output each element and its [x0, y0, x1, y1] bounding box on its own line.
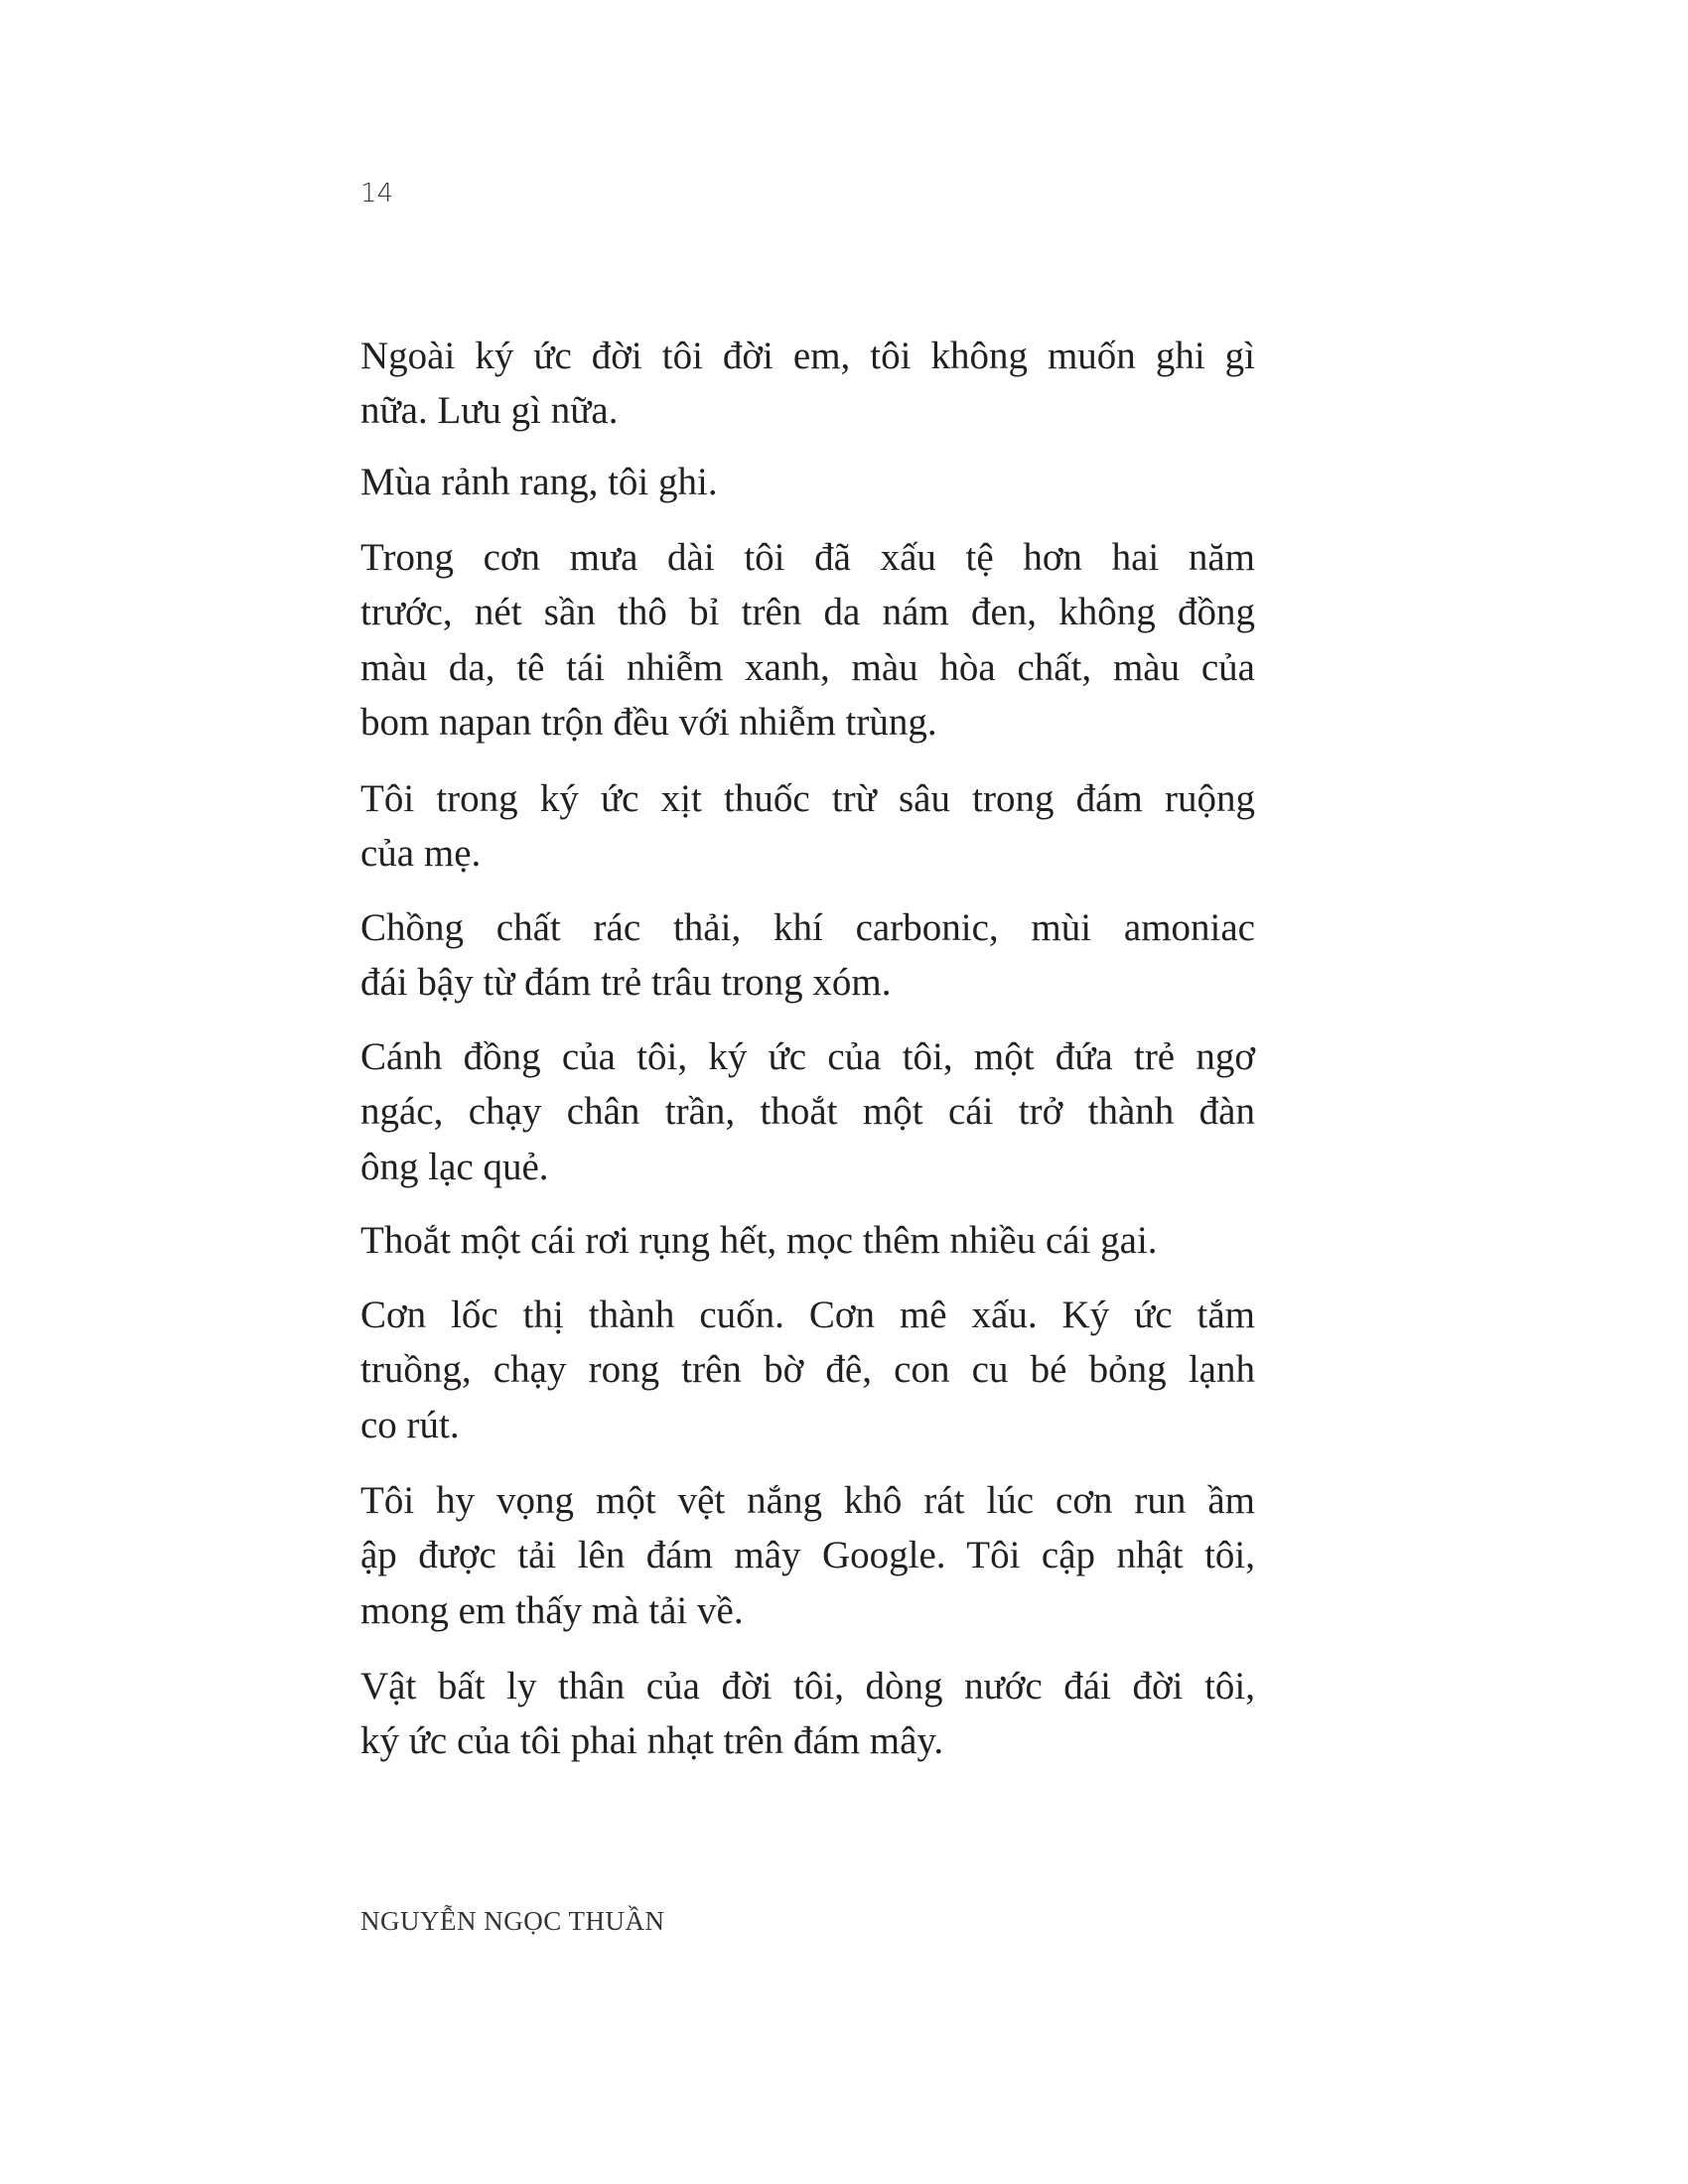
text-line: Thoắt một cái rơi rụng hết, mọc thêm nhiều cái gai. [360, 1219, 1158, 1262]
text-line: mong em thấy mà tải về. [360, 1588, 744, 1632]
paragraph [360, 329, 1255, 439]
paragraph [360, 455, 1255, 509]
text-line: co rút. [360, 1403, 460, 1446]
paragraph [360, 771, 1255, 882]
text-line: Cánh đồng của tôi, ký ức của tôi, một đứa trẻ ngơ [360, 1035, 1255, 1078]
paragraph [360, 530, 1255, 751]
text-line: Vật bất ly thân của đời tôi, dòng nước đái đời tôi, [360, 1665, 1255, 1707]
paragraph [360, 1029, 1255, 1194]
paragraph [360, 1473, 1255, 1638]
text-line: Trong cơn mưa dài tôi đã xấu tệ hơn hai năm [360, 536, 1255, 579]
text-line: Chồng chất rác thải, khí carbonic, mùi amoniac [360, 906, 1255, 949]
paragraph [360, 1213, 1255, 1268]
paragraph [360, 1288, 1255, 1452]
author-footer: NGUYỄN NGỌC THUẦN [360, 1906, 665, 1936]
text-line: ngác, chạy chân trần, thoắt một cái trở thành đàn [360, 1090, 1255, 1134]
text-line: ập được tải lên đám mây Google. Tôi cập nhật tôi, [360, 1534, 1255, 1577]
paragraph [360, 1659, 1255, 1769]
text-line: đái bậy từ đám trẻ trâu trong xóm. [360, 961, 892, 1005]
text-line: bom napan trộn đều với nhiễm trùng. [360, 701, 937, 745]
text-line: ông lạc quẻ. [360, 1145, 549, 1188]
text-line: của mẹ. [360, 832, 482, 876]
text-line: ký ức của tôi phai nhạt trên đám mây. [360, 1719, 944, 1763]
paragraph [360, 900, 1255, 1011]
text-line: nữa. Lưu gì nữa. [360, 389, 619, 433]
text-line: màu da, tê tái nhiễm xanh, màu hòa chất, màu của [360, 645, 1255, 689]
text-line: Mùa rảnh rang, tôi ghi. [360, 461, 718, 503]
text-line: trước, nét sần thô bỉ trên da nám đen, không đồng [360, 591, 1255, 634]
text-line: Ngoài ký ức đời tôi đời em, tôi không muốn ghi gì [360, 335, 1255, 377]
text-line: truồng, chạy rong trên bờ đê, con cu bé bỏng lạnh [360, 1348, 1255, 1392]
page-number: 14 [360, 179, 394, 208]
text-line: Tôi hy vọng một vệt nắng khô rát lúc cơn run ầm [360, 1479, 1255, 1522]
text-line: Tôi trong ký ức xịt thuốc trừ sâu trong đám ruộng [360, 777, 1255, 820]
text-line: Cơn lốc thị thành cuốn. Cơn mê xấu. Ký ức tắm [360, 1294, 1255, 1336]
